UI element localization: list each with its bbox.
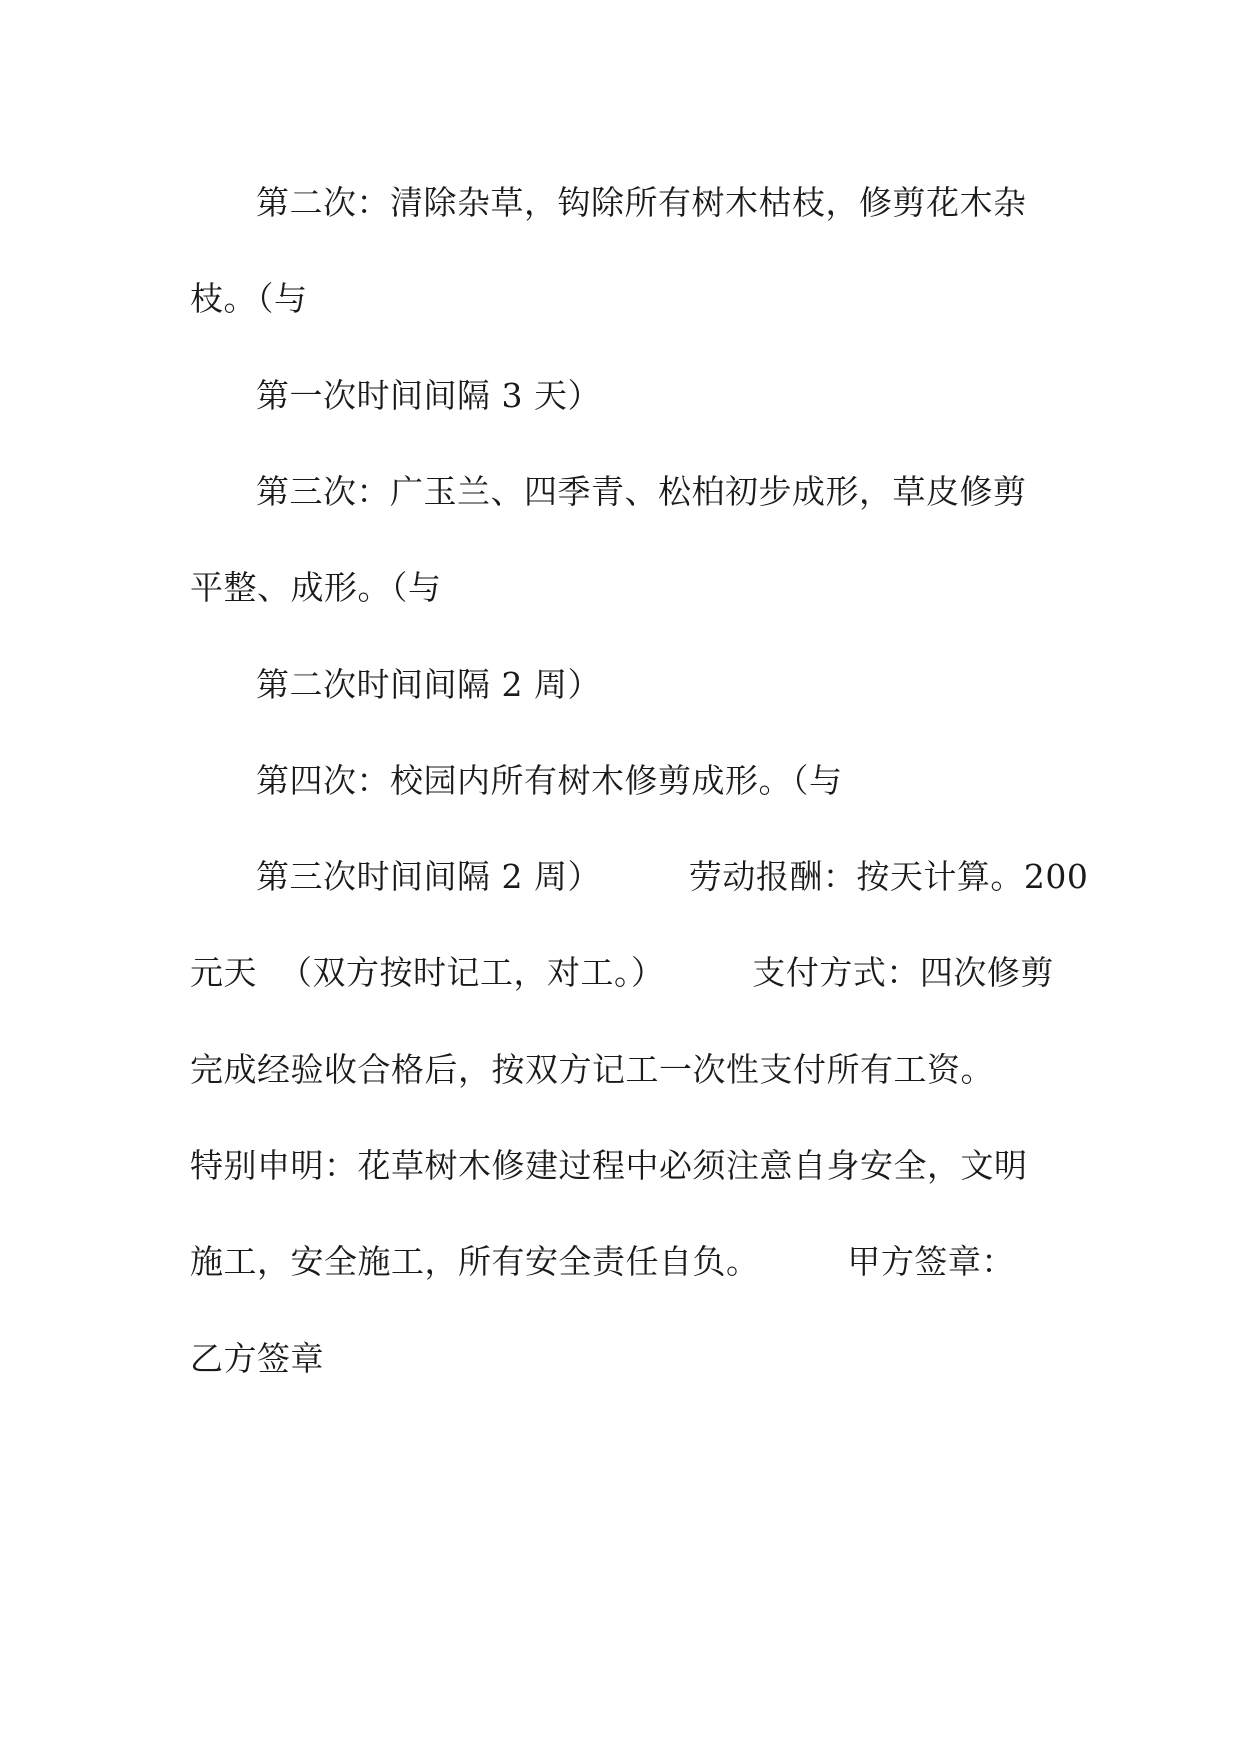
paragraph-line-13: 乙方签章 bbox=[190, 1339, 324, 1378]
paragraph-line-2: 枝。（与 bbox=[190, 279, 308, 318]
paragraph-line-7: 第四次：校园内所有树木修剪成形。（与 bbox=[256, 761, 843, 800]
paragraph-line-5: 平整、成形。（与 bbox=[190, 568, 442, 607]
paragraph-line-1: 第二次：清除杂草，钩除所有树木枯枝，修剪花木杂 bbox=[256, 183, 1027, 222]
paragraph-line-8: 第三次时间间隔 2 周） 劳动报酬：按天计算。200 bbox=[256, 857, 1089, 896]
paragraph-line-3: 第一次时间间隔 3 天） bbox=[256, 376, 601, 415]
paragraph-line-9: 元天 （双方按时记工，对工。） 支付方式：四次修剪 bbox=[190, 953, 1054, 992]
paragraph-line-4: 第三次：广玉兰、四季青、松柏初步成形，草皮修剪 bbox=[256, 472, 1027, 511]
paragraph-line-12: 施工，安全施工，所有安全责任自负。 甲方签章： bbox=[190, 1242, 1015, 1281]
paragraph-line-11: 特别申明：花草树木修建过程中必须注意自身安全，文明 bbox=[190, 1146, 1028, 1185]
paragraph-line-6: 第二次时间间隔 2 周） bbox=[256, 665, 601, 704]
paragraph-line-10: 完成经验收合格后，按双方记工一次性支付所有工资。 bbox=[190, 1050, 994, 1089]
